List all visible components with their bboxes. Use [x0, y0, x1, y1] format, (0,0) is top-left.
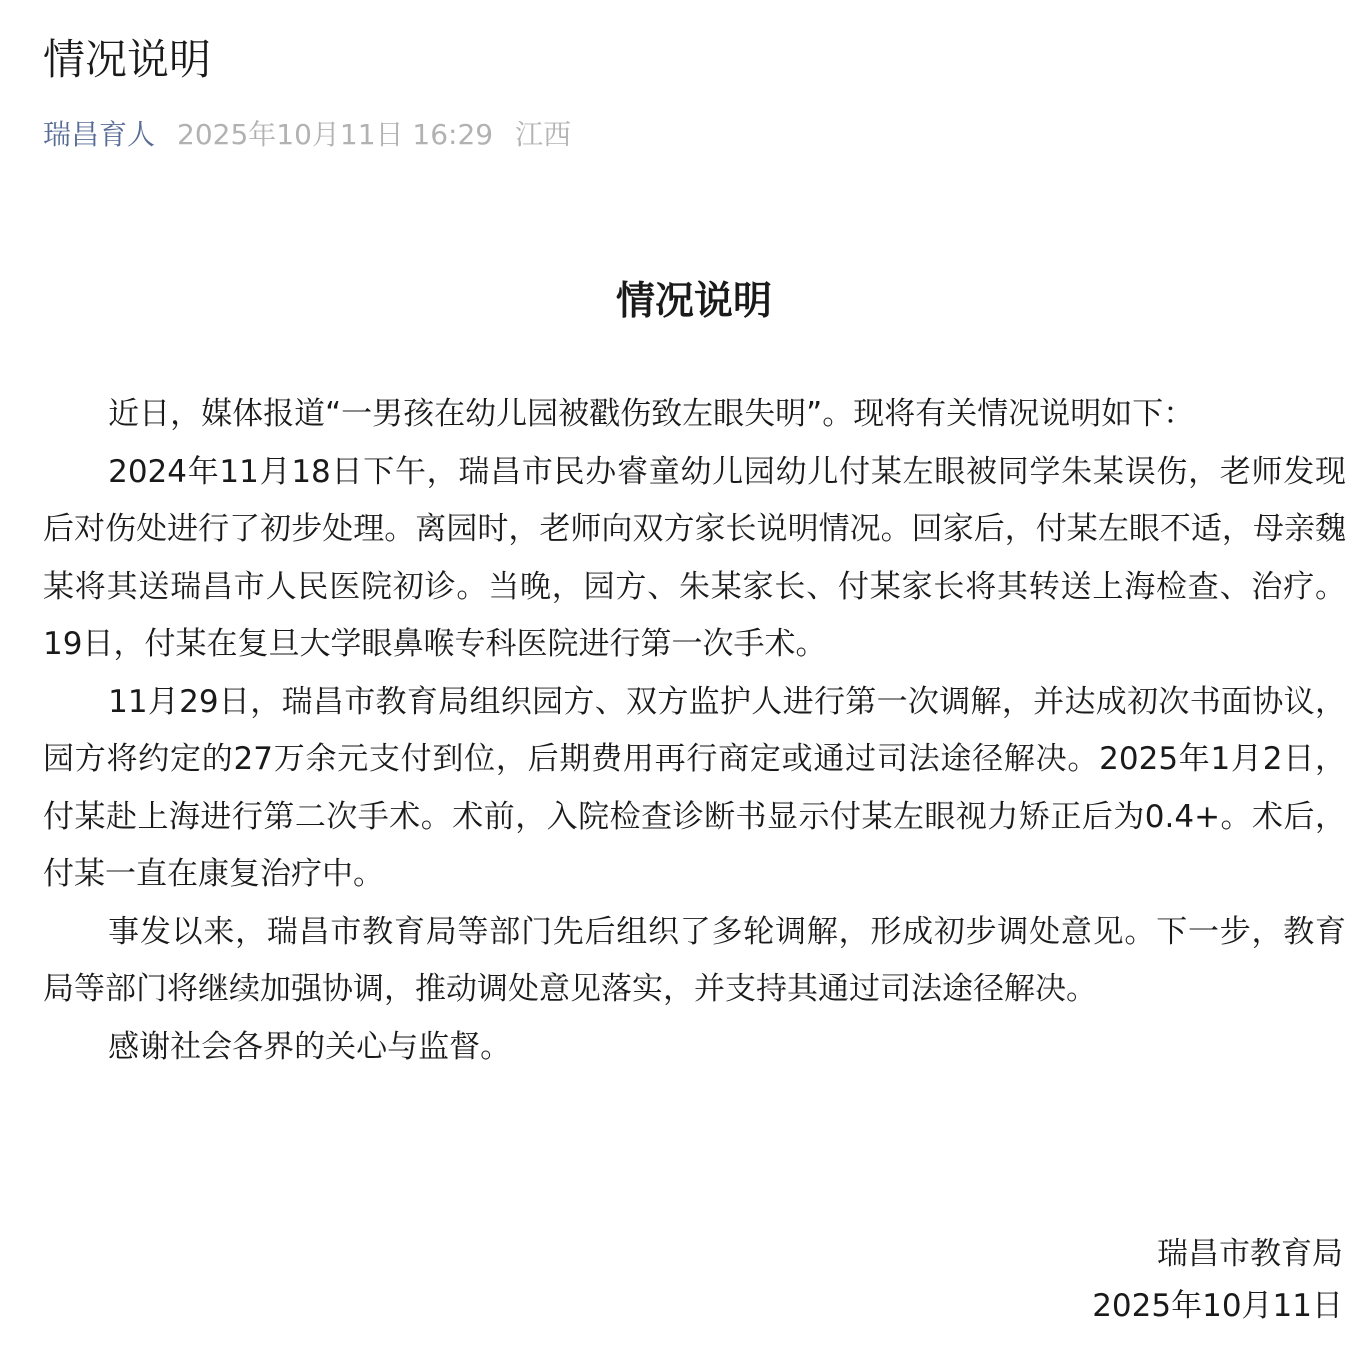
signature-block — [1092, 1228, 1343, 1332]
paragraph: 事发以来，瑞昌市教育局等部门先后组织了多轮调解，形成初步调处意见。下一步，教育局等部门将继续加强协调，推动调处意见落实，并支持其通过司法途径解决。 — [43, 913, 1346, 1007]
publish-location: 江西 — [515, 118, 572, 151]
document-body — [43, 386, 1346, 1076]
paragraph: 11月29日，瑞昌市教育局组织园方、双方监护人进行第一次调解，并达成初次书面协议，园方将约定的27万余元支付到位，后期费用再行商定或通过司法途径解决。2025年1月2日，付某赴上海进行第二次手术。术前，入院检查诊断书显示付某左眼视力矫正后为0.4+。术后，付某一直在康复治疗中。 — [43, 683, 1347, 892]
account-name-link[interactable]: 瑞昌育人 — [43, 118, 156, 151]
publish-time: 2025年10月11日 16:29 — [177, 118, 494, 151]
document-title: 情况说明 — [615, 279, 772, 324]
article-title: 情况说明 — [43, 35, 212, 84]
signature-date: 2025年10月11日 — [1092, 1288, 1343, 1324]
signature-org: 瑞昌市教育局 — [1157, 1236, 1343, 1272]
paragraph: 感谢社会各界的关心与监督。 — [108, 1028, 512, 1065]
paragraph: 近日，媒体报道“一男孩在幼儿园被戳伤致左眼失明”。现将有关情况说明如下： — [108, 396, 1195, 432]
paragraph: 2024年11月18日下午，瑞昌市民办睿童幼儿园幼儿付某左眼被同学朱某误伤，老师发现后对伤处进行了初步处理。离园时，老师向双方家长说明情况。回家后，付某左眼不适，母亲魏某将其送瑞昌市人民医院初诊。当晚，园方、朱某家长、付某家长将其转送上海检查、治疗。19日，付某在复旦大学眼鼻喉专科医院进行第一次手术。 — [43, 453, 1346, 662]
article-meta — [43, 113, 571, 157]
